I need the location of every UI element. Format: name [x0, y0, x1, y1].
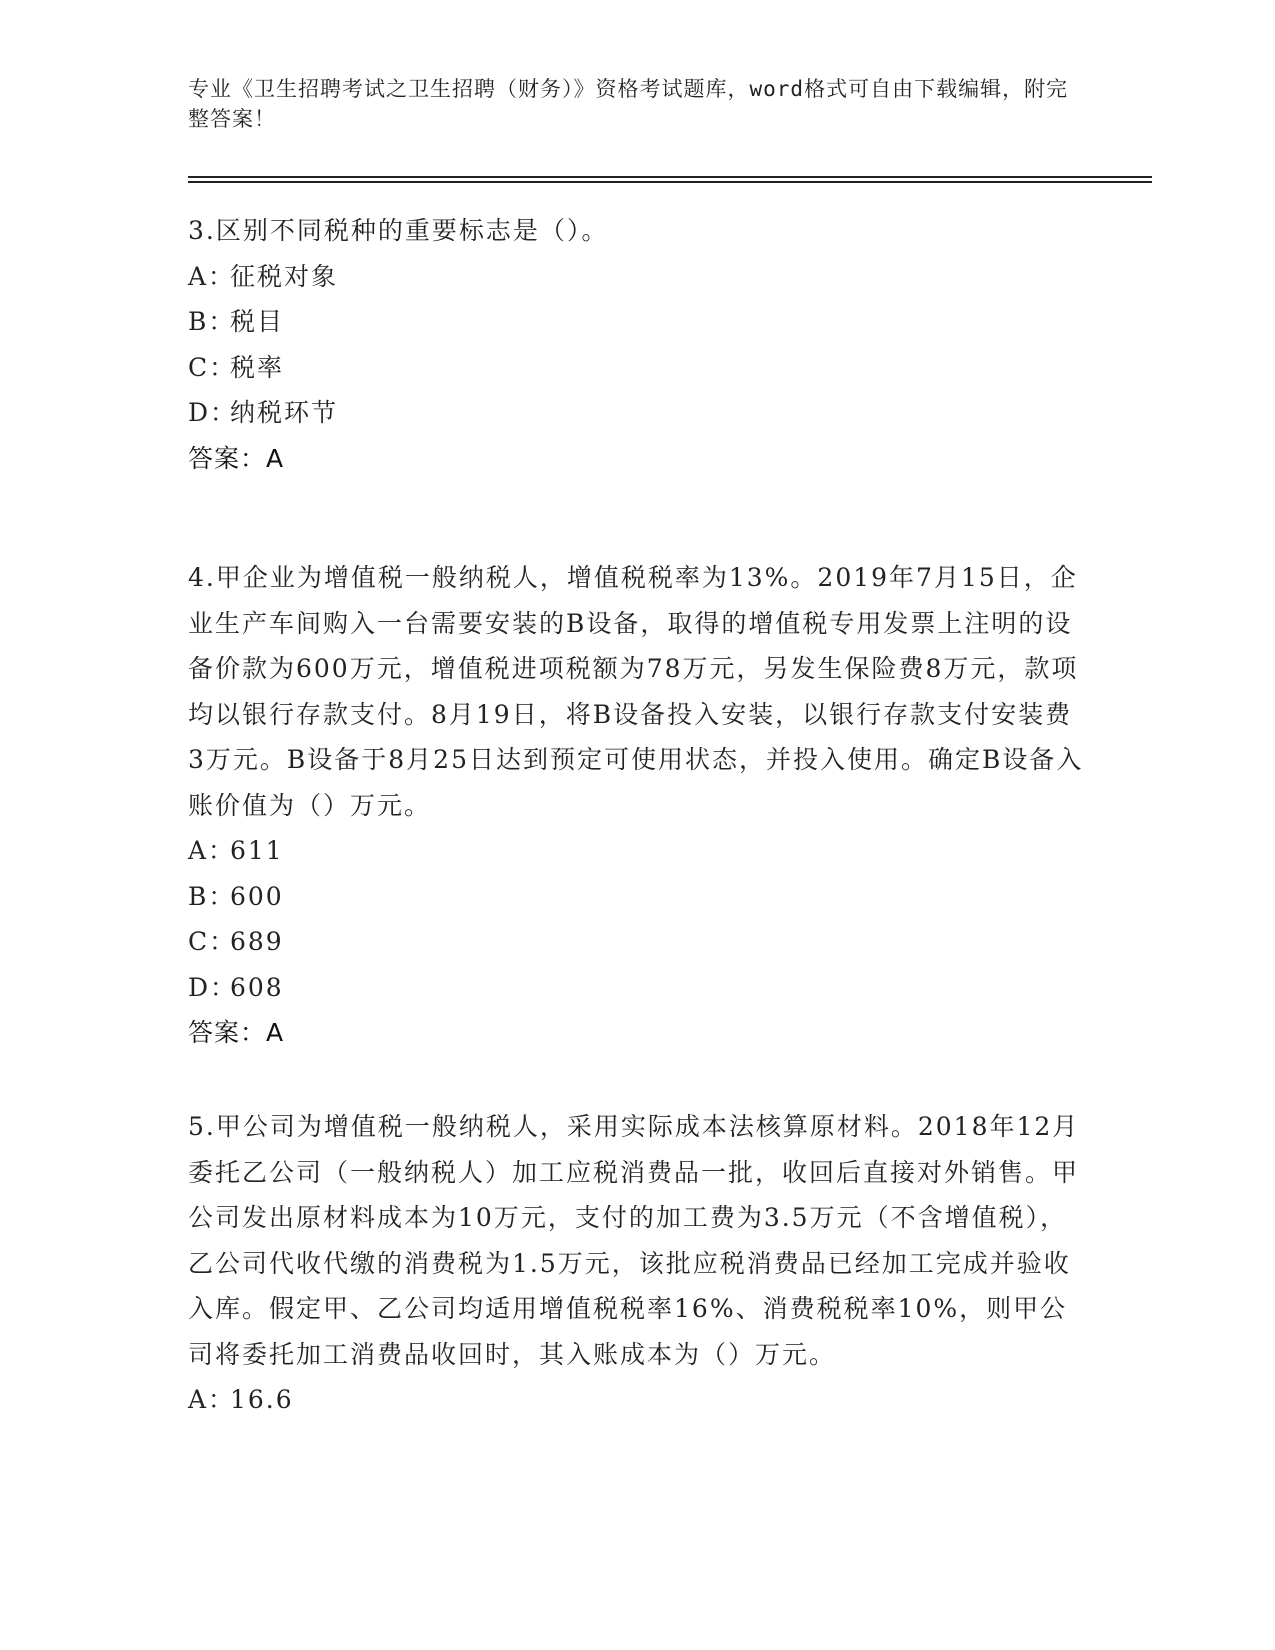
- document-header: 专业《卫生招聘考试之卫生招聘（财务）》资格考试题库，word格式可自由下载编辑，附完整答案！: [188, 77, 1069, 131]
- option-key: C：: [188, 352, 237, 382]
- option-b: [188, 874, 1088, 920]
- question-3: [188, 208, 1088, 481]
- option-key: D：: [188, 398, 238, 427]
- option-a: [188, 254, 1088, 300]
- option-key: D：: [188, 972, 238, 1002]
- header-divider-bottom: [188, 181, 1152, 183]
- option-text: 税率: [230, 352, 285, 382]
- question-text: 3.区别不同税种的重要标志是（）。: [188, 216, 609, 245]
- option-text: 611: [230, 836, 284, 865]
- option-text: 征税对象: [230, 261, 339, 291]
- option-key: A：: [188, 1385, 236, 1414]
- option-key: A：: [188, 261, 236, 291]
- option-text: 608: [230, 972, 284, 1002]
- option-key: C：: [188, 927, 237, 956]
- header-divider-top: [188, 176, 1152, 178]
- option-a: [188, 1377, 1088, 1423]
- option-a: [188, 828, 1088, 874]
- option-d: [188, 390, 1088, 436]
- option-text: 纳税环节: [230, 398, 339, 427]
- question-4: [188, 555, 1088, 1056]
- option-text: 600: [230, 881, 284, 911]
- answer-line: 答案：A: [188, 1018, 285, 1047]
- option-text: 689: [230, 927, 284, 956]
- question-text: 5.甲公司为增值税一般纳税人，采用实际成本法核算原材料。2018年12月委托乙公司（一般纳税人）加工应税消费品一批，收回后直接对外销售。甲公司发出原材料成本为10万元，支付的加工费为3.5万元（不含增值税），乙公司代收代缴的消费税为1.5万元，该批应税消费品已经加工完成并验收入库。假定甲、乙公司均适用增值税税率16%、消费税税率10%，则甲公司将委托加工消费品收回时，其入账成本为（）万元。: [188, 1112, 1080, 1369]
- option-key: B：: [188, 307, 236, 336]
- option-key: A：: [188, 836, 236, 865]
- option-key: B：: [188, 881, 236, 911]
- option-c: [188, 919, 1088, 965]
- question-text: 4.甲企业为增值税一般纳税人，增值税税率为13%。2019年7月15日，企业生产车间购入一台需要安装的B设备，取得的增值税专用发票上注明的设备价款为600万元，增值税进项税额为78万元，另发生保险费8万元，款项均以银行存款支付。8月19日，将B设备投入安装，以银行存款支付安装费3万元。B设备于8月25日达到预定可使用状态，并投入使用。确定B设备入账价值为（）万元。: [188, 563, 1084, 820]
- option-b: [188, 299, 1088, 345]
- option-c: [188, 345, 1088, 391]
- question-5: [188, 1104, 1088, 1423]
- option-text: 税目: [230, 307, 285, 336]
- option-text: 16.6: [230, 1385, 294, 1414]
- option-d: [188, 965, 1088, 1011]
- answer-line: 答案：A: [188, 443, 285, 473]
